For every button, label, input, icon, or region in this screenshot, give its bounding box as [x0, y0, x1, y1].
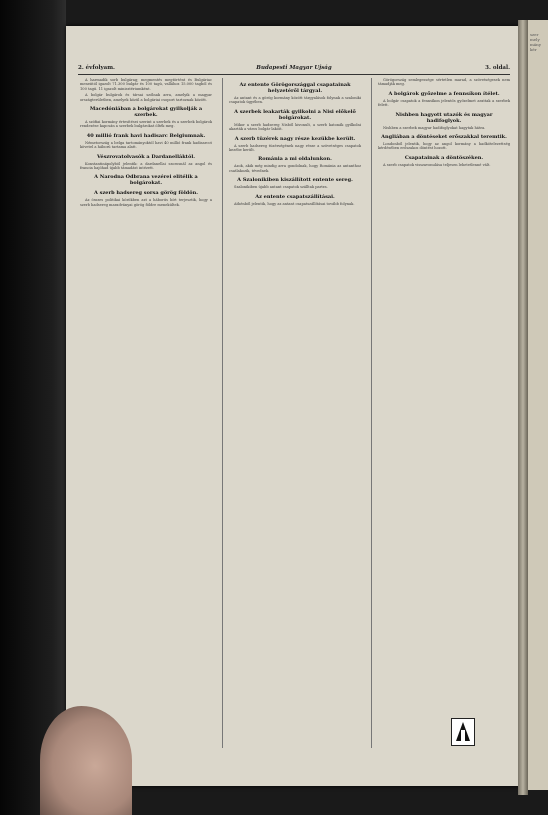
header-volume: 2. évfolyam.: [78, 65, 115, 71]
article-paragraph: A bolgár bulgárok és társai szólnak arra, amelyik a magyar országterületben, amelyek közül a bolgáriai csoport tartoznak között.: [80, 93, 212, 102]
article-headline: A szerb hadsereg sorsa görög földön.: [94, 190, 198, 197]
column-2: [229, 78, 361, 208]
article-paragraph: Görögország semlegessége sértetlen marad, a szövetségesek nem támadják meg.: [378, 78, 510, 87]
article-paragraph: Az összes politikai körökben azt a háborús hírt terjesztik, hogy a szerb hadsereg maradványai görög földre menekültek.: [80, 198, 212, 207]
column-rule: [222, 78, 223, 748]
article-paragraph: Londonból jelentik, hogy az angol kormány a hadkötelezettség kérdésében erőszakos döntést hozott.: [378, 142, 510, 151]
article-paragraph: A harmadik sorb bulgárag; megmentés megtörtént és Bulgáriac meneiitól igazolt 71.300 bulgár és 100 tagú, vallához 15.000 tagból és 100 tagú. 11 igazolt minisztériumként.: [80, 78, 212, 91]
page-header: [78, 65, 510, 75]
article-headline: A szerbek leakarták gyilkolni a Nisi előkelő bolgárokat.: [234, 108, 356, 121]
column-1: [80, 78, 212, 209]
article-paragraph: A szerb csapatok visszavonulása teljesen lehetetlenné vált.: [383, 162, 491, 167]
article-paragraph: A bolgár csapatok a fennsíkon jelentős győzelmet arattak a szerbek felett.: [378, 98, 510, 108]
article-headline: Nishben hagyott utazók és magyar hadifoglyok.: [395, 111, 493, 124]
holding-hand: [40, 706, 132, 815]
page-binding: [518, 20, 528, 795]
article-headline: Macedóniában a bolgárokat gyilkolják a szerbek.: [89, 106, 203, 119]
article-headline: Csapatainak a döntöszéken.: [404, 154, 484, 161]
left-dark-edge: [0, 0, 66, 815]
adjacent-page-strip: [528, 20, 548, 790]
article-headline: Vészrovatolvasók a Dardanelláktól.: [97, 153, 195, 160]
article-paragraph: Németország a belga tartományoktól havi 40 millió frank hadisarcot követel a háború tartama alatt.: [80, 140, 212, 150]
article-headline: A Narodna Odbrana vezérei elitélik a bolgárokat.: [94, 174, 198, 187]
article-headline: A Szalonikiben kiszállított entente sereg.: [237, 177, 353, 184]
article-headline: Románia a mi oldalunkon.: [258, 156, 332, 163]
adjacent-page-text: szer mely mány kér: [530, 32, 542, 52]
article-headline: Az entente csapatszállításai.: [255, 193, 335, 200]
article-paragraph: A szerb hadsereg tüzérségének nagy része a szövetséges csapatok kezébe került.: [229, 143, 361, 153]
article-headline: A szerb tüzérek nagy része kezükbe került.: [234, 135, 356, 142]
article-paragraph: A szófiai kormány értesítései szerint a szerbek és a szerbek bolgárok rendezése kapcsán a szerbek bulgárokat ölték meg.: [80, 120, 212, 129]
library-logo-icon: [451, 718, 475, 746]
header-page-number: 3. oldal.: [485, 65, 510, 71]
column-rule: [371, 78, 372, 748]
article-paragraph: Az antant és a görög kormány között tárgyalások folynak a szaloniki csapatok ügyében.: [229, 96, 361, 105]
article-paragraph: Athénből jelentik, hogy az antant csapatszállításai tovább folynak.: [234, 201, 355, 206]
article-headline: 40 millió frank havi hadisarc Belgiumnak.: [86, 132, 206, 139]
article-headline: A bolgárok győzelme a fennsíkon ítélet.: [388, 90, 500, 97]
article-paragraph: Nishben a szerbek magyar hadifoglyokat hagytak hátra.: [383, 125, 486, 130]
article-paragraph: Konstantinápolyból jelentik: a dardanellai szorosnál az angol és francia hajóhad újabb támadást intézett.: [80, 161, 212, 171]
article-headline: Angliában a döntéseket erőszakkal teremtik.: [381, 134, 507, 141]
article-paragraph: Szalonikiben újabb antant csapatok szálltak partra.: [234, 185, 328, 190]
article-headline: Az entente Görögországgal csapatainak helyzetéről tárgyal.: [239, 82, 351, 94]
article-paragraph: Mikor a szerb hadsereg Nisből kivonult, a szerb katonák gyilkolni akarták a város bolgár lakóit.: [229, 122, 361, 132]
header-title: Budapesti Magyar Ujság: [256, 65, 332, 71]
article-paragraph: Azok, akik még mindig arra gondolnak, hogy Románia az antanthoz csatlakozik, tévednek.: [229, 164, 361, 173]
column-3: [378, 78, 510, 169]
